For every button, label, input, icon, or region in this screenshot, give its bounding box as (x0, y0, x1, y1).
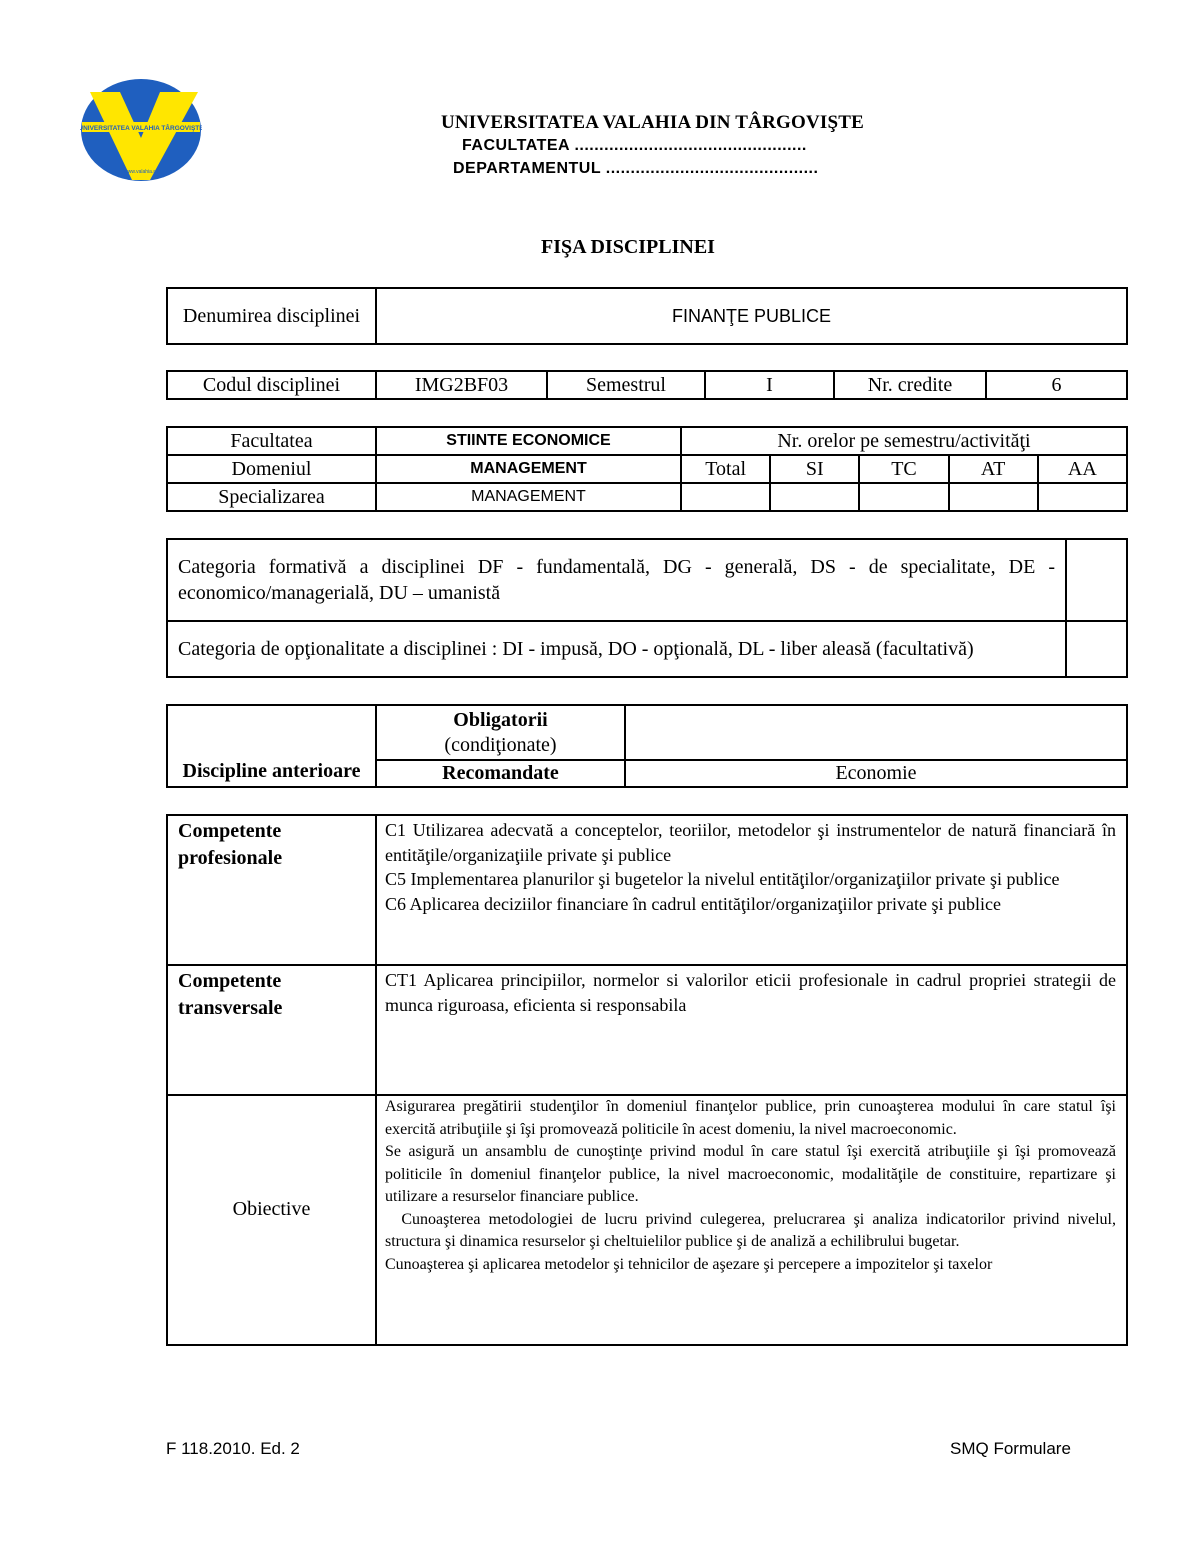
code-label: Codul disciplinei (167, 371, 376, 399)
prereq-mandatory-label (376, 705, 625, 760)
codes-table (166, 370, 1128, 400)
semester-value: I (705, 371, 834, 399)
prereq-recommended-value: Economie (625, 760, 1127, 787)
hours-value-at (949, 483, 1038, 511)
prereq-mandatory-value (625, 705, 1127, 760)
hours-value-aa (1038, 483, 1127, 511)
competence-c1: C1 Utilizarea adecvată a conceptelor, teoriilor, metodelor şi instrumentelor de natură financiară în entităţile/organizaţiile private şi publice (385, 820, 1116, 865)
faculty-table (166, 426, 1128, 512)
department-line: DEPARTAMENTUL ........................................... (453, 160, 819, 177)
objectives (376, 1095, 1127, 1345)
domain-value: MANAGEMENT (376, 455, 681, 483)
discipline-name-table (166, 287, 1128, 345)
objective-item: Se asigură un ansamblu de cunoştinţe privind modul în care statul îşi exercită atribuţiile şi îşi promovează politicile în domeniul finanţelor publice, la nivel macroeconomic, modalităţile de constituire, repartizare şi utilizare a resurselor financiare publice. (385, 1143, 1120, 1205)
discipline-name-label: Denumirea disciplinei (167, 288, 376, 344)
hours-col-at: AT (949, 455, 1038, 483)
optional-category: Categoria de opţionalitate a disciplinei : DI - impusă, DO - opţională, DL - liber aleasă (facultativă) (167, 621, 1066, 677)
category-table (166, 538, 1128, 678)
hours-header: Nr. orelor pe semestru/activităţi (681, 427, 1127, 455)
hours-col-si: SI (770, 455, 859, 483)
code-value: IMG2BF03 (376, 371, 547, 399)
credits-label: Nr. credite (834, 371, 986, 399)
hours-col-total: Total (681, 455, 770, 483)
footer-form-code: F 118.2010. Ed. 2 (166, 1439, 300, 1458)
prerequisites-table (166, 704, 1128, 788)
faculty-line: FACULTATEA ............................................... (462, 137, 807, 154)
footer-smq: SMQ Formulare (950, 1439, 1071, 1458)
page-title: FIŞA DISCIPLINEI (541, 236, 715, 258)
objective-item: Cunoaşterea metodologiei de lucru privind culegerea, prelucrarea şi analiza indicatorilor privind nivelul, structura şi dinamica resurselor şi cheltuielilor publice şi de analiză a echilibrului bugetar. (385, 1210, 1121, 1250)
prereq-recommended-label: Recomandate (376, 760, 625, 787)
spec-label: Specializarea (167, 483, 376, 511)
hours-value-total (681, 483, 770, 511)
domain-label: Domeniul (167, 455, 376, 483)
hours-value-si (770, 483, 859, 511)
prereq-mandatory-line1: Obligatorii (453, 708, 548, 731)
university-name: UNIVERSITATEA VALAHIA DIN TÂRGOVIŞTE (440, 112, 865, 133)
hours-col-aa: AA (1038, 455, 1127, 483)
prereq-mandatory-line2: (condiţionate) (444, 733, 557, 756)
formative-category: Categoria formativă a disciplinei DF - fundamentală, DG - generală, DS - de specialitate, DE - economico/managerială, DU – umanistă (167, 539, 1066, 621)
transversal-competence-ct1: CT1 Aplicarea principiilor, normelor si valorilor eticii profesionale in cadrul propriei strategii de munca riguroasa, eficienta si responsabila (376, 965, 1127, 1095)
hours-value-tc (859, 483, 948, 511)
faculty-label: Facultatea (167, 427, 376, 455)
competence-c5: C5 Implementarea planurilor şi bugetelor la nivelul entităţilor/organizaţiilor private şi publice (385, 869, 1060, 890)
objectives-label: Obiective (167, 1095, 376, 1345)
prereq-label: Discipline anterioare (167, 705, 376, 787)
objective-item: Asigurarea pregătirii studenţilor în domeniul finanţelor publice, prin cunoaşterea modului în care statul îşi exercită atribuţiile şi îşi promovează politicile în acest domeniu, la nivel macroeconomic. (385, 1098, 1120, 1138)
professional-competences-label: Competente profesionale (167, 815, 376, 965)
faculty-value: STIINTE ECONOMICE (376, 427, 681, 455)
objective-item: Cunoaşterea şi aplicarea metodelor şi tehnicilor de aşezare şi percepere a impozitelor şi taxelor (385, 1255, 993, 1273)
credits-value: 6 (986, 371, 1127, 399)
spec-value: MANAGEMENT (376, 483, 681, 511)
transversal-competences-label: Competente transversale (167, 965, 376, 1095)
logo-url: www.valahia.ro (124, 169, 158, 175)
discipline-name-value: FINANŢE PUBLICE (376, 288, 1127, 344)
optional-category-value (1066, 621, 1127, 677)
competences-table (166, 814, 1128, 1346)
hours-col-tc: TC (859, 455, 948, 483)
competence-c6: C6 Aplicarea deciziilor financiare în cadrul entităţilor/organizaţiilor private şi publice (385, 893, 1001, 914)
professional-competences (376, 815, 1127, 965)
formative-category-value (1066, 539, 1127, 621)
logo-text: UNIVERSITATEA VALAHIA TÂRGOVIŞTE (80, 125, 202, 132)
semester-label: Semestrul (547, 371, 705, 399)
